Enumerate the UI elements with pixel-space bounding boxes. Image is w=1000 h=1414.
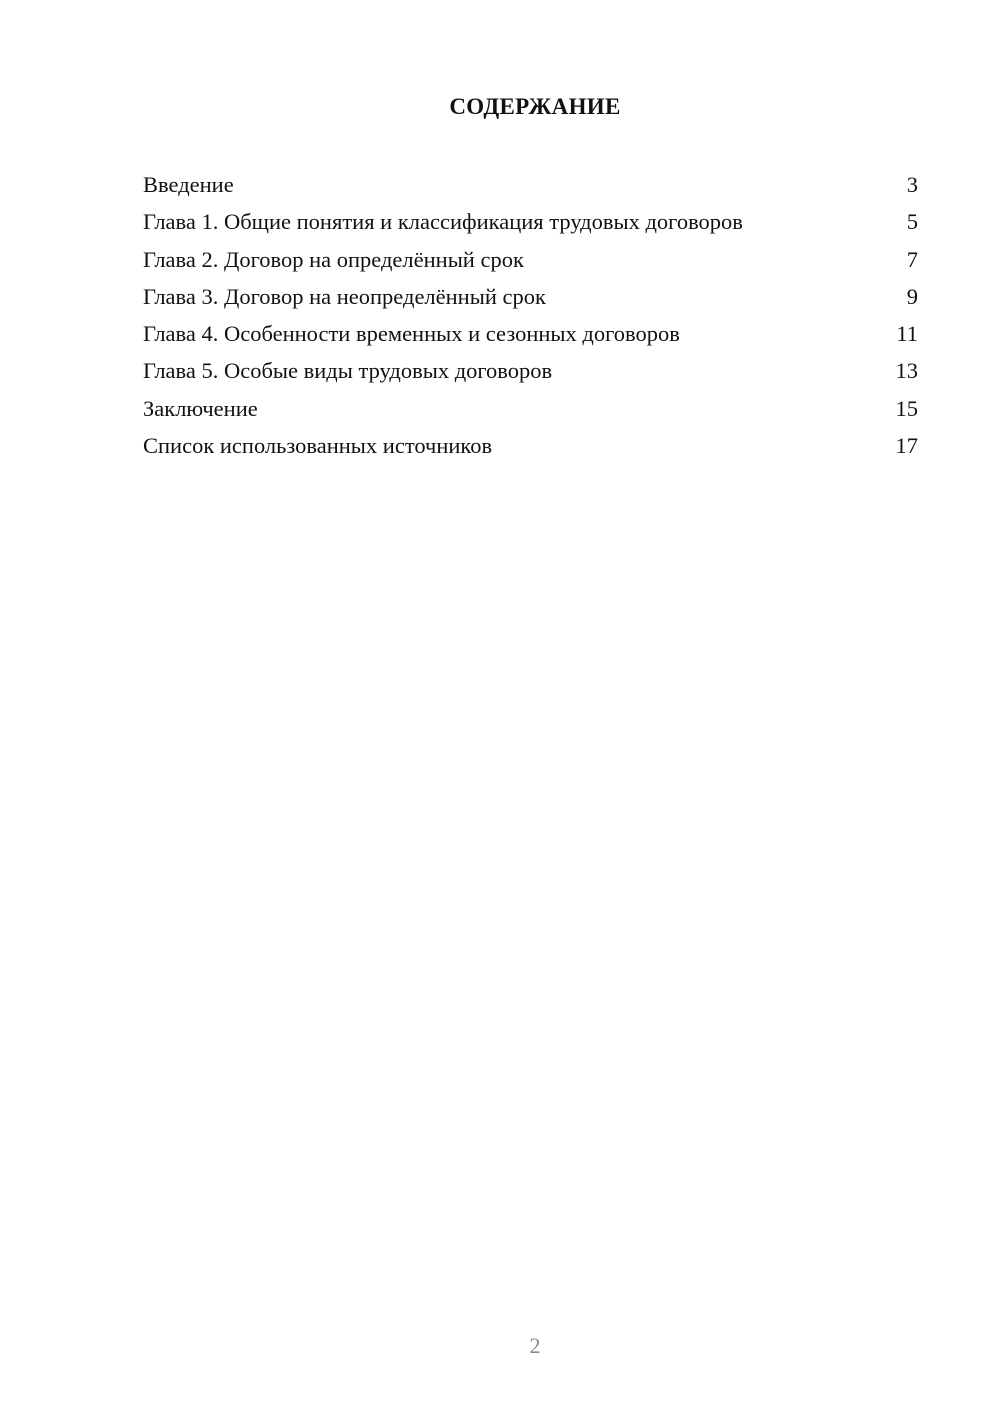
toc-item-introduction[interactable] [143, 166, 918, 203]
toc-item-page: 5 [906, 209, 918, 235]
toc-item-label: Глава 4. Особенности временных и сезонных договоров [143, 321, 680, 347]
toc-item-chapter-3[interactable] [143, 278, 918, 315]
toc-title: СОДЕРЖАНИЕ [449, 94, 621, 119]
toc-item-page: 7 [906, 246, 918, 272]
toc-item-page: 11 [896, 321, 918, 347]
toc-item-chapter-2[interactable] [143, 241, 918, 278]
toc-item-page: 13 [895, 358, 918, 384]
toc-item-page: 15 [895, 395, 918, 421]
toc-item-label: Глава 2. Договор на определённый срок [143, 246, 524, 272]
toc-item-chapter-5[interactable] [143, 352, 918, 389]
toc-item-page: 3 [906, 172, 918, 197]
toc-item-label: Глава 1. Общие понятия и классификация трудовых договоров [143, 209, 743, 235]
toc-item-label: Список использованных источников [143, 433, 493, 459]
toc-item-page: 17 [895, 433, 918, 459]
table-of-contents [143, 166, 918, 464]
toc-item-label: Заключение [143, 395, 258, 421]
toc-item-chapter-4[interactable] [143, 315, 918, 352]
toc-item-references[interactable] [143, 427, 918, 464]
toc-item-label: Глава 5. Особые виды трудовых договоров [143, 358, 553, 384]
toc-item-conclusion[interactable] [143, 390, 918, 427]
toc-item-label: Глава 3. Договор на неопределённый срок [143, 283, 546, 309]
page-number: 2 [529, 1333, 541, 1358]
toc-item-chapter-1[interactable] [143, 203, 918, 240]
toc-item-label: Введение [143, 172, 234, 197]
toc-item-page: 9 [906, 283, 918, 309]
